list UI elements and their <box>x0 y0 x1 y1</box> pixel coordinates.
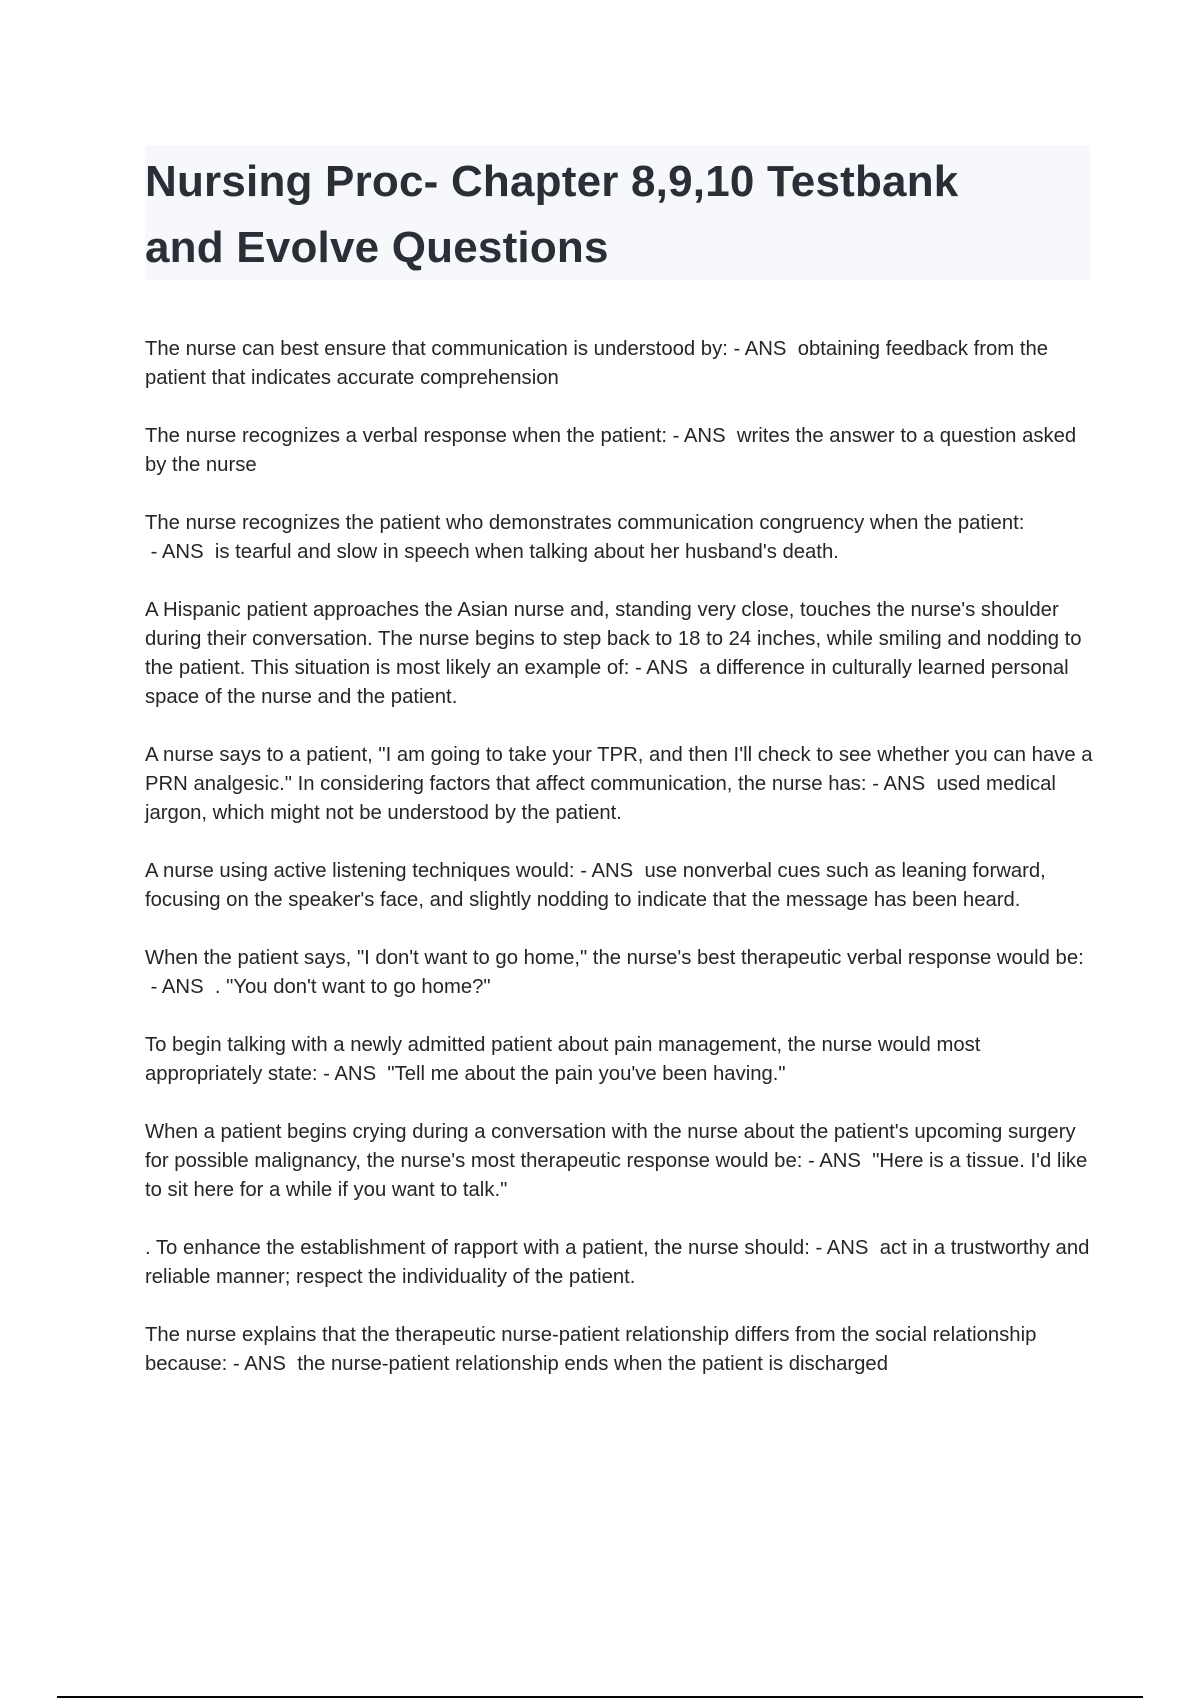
answer-text: used medical jargon, which might not be understood by the patient. <box>145 773 1056 824</box>
question-text: A nurse says to a patient, "I am going to take your TPR, and then I'll check to see whether you can have a PRN analgesic." In considering factors that affect communication, the nurse has: <box>145 744 1093 795</box>
question-text: The nurse recognizes a verbal response when the patient: <box>145 425 667 447</box>
qa-item-2 <box>145 422 1095 480</box>
answer-text: writes the answer to a question asked by the nurse <box>145 425 1077 476</box>
ans-marker: - ANS <box>629 657 700 679</box>
question-text: When the patient says, "I don't want to go home," the nurse's best therapeutic verbal response would be: <box>145 947 1084 969</box>
ans-marker: - ANS <box>145 976 215 998</box>
ans-marker: - ANS <box>866 773 937 795</box>
question-text: A nurse using active listening techniques would: <box>145 860 575 882</box>
qa-item-8 <box>145 1031 1095 1089</box>
footer-divider <box>57 1696 1143 1698</box>
qa-list <box>145 335 1095 1408</box>
ans-marker: - ANS <box>317 1063 388 1085</box>
ans-marker: - ANS <box>667 425 737 447</box>
page-title-line-1: Nursing Proc- Chapter 8,9,10 Testbank <box>145 157 959 206</box>
question-text: To begin talking with a newly admitted patient about pain management, the nurse would most appropriately state: <box>145 1034 981 1085</box>
answer-text: "Tell me about the pain you've been having." <box>387 1063 786 1085</box>
answer-text: use nonverbal cues such as leaning forward, focusing on the speaker's face, and slightly nodding to indicate that the message has been heard. <box>145 860 1046 911</box>
qa-item-7 <box>145 944 1095 1002</box>
ans-marker: - ANS <box>809 1237 880 1259</box>
qa-item-5 <box>145 741 1095 828</box>
ans-marker: - ANS <box>574 860 645 882</box>
ans-marker: - ANS <box>802 1150 873 1172</box>
answer-text: act in a trustworthy and reliable manner; respect the individuality of the patient. <box>145 1237 1090 1288</box>
question-text: A Hispanic patient approaches the Asian nurse and, standing very close, touches the nurse's shoulder during their conversation. The nurse begins to step back to 18 to 24 inches, while smiling and nodding to the patient. This situation is most likely an example of: <box>145 599 1082 679</box>
qa-item-9 <box>145 1118 1095 1205</box>
qa-item-10 <box>145 1234 1095 1292</box>
ans-marker: - ANS <box>227 1353 298 1375</box>
question-text: . To enhance the establishment of rapport with a patient, the nurse should: <box>145 1237 810 1259</box>
answer-text: "Here is a tissue. I'd like to sit here for a while if you want to talk." <box>145 1150 1088 1201</box>
ans-marker: - ANS <box>145 541 215 563</box>
page-title-line-2: and Evolve Questions <box>145 223 609 272</box>
answer-text: is tearful and slow in speech when talking about her husband's death. <box>214 541 839 563</box>
answer-text: obtaining feedback from the patient that indicates accurate comprehension <box>145 338 1049 389</box>
answer-text: . "You don't want to go home?" <box>214 976 491 998</box>
qa-item-11 <box>145 1321 1095 1379</box>
answer-text: the nurse-patient relationship ends when the patient is discharged <box>297 1353 888 1375</box>
answer-text: a difference in culturally learned personal space of the nurse and the patient. <box>145 657 1069 708</box>
qa-item-4 <box>145 596 1095 712</box>
qa-item-6 <box>145 857 1095 915</box>
title-block <box>145 145 1090 280</box>
question-text: The nurse recognizes the patient who demonstrates communication congruency when the patient: <box>145 512 1025 534</box>
question-text: The nurse explains that the therapeutic nurse-patient relationship differs from the social relationship because: <box>145 1324 1037 1375</box>
question-text: The nurse can best ensure that communication is understood by: <box>145 338 728 360</box>
qa-item-1 <box>145 335 1095 393</box>
question-text: When a patient begins crying during a conversation with the nurse about the patient's upcoming surgery for possible malignancy, the nurse's most therapeutic response would be: <box>145 1121 1076 1172</box>
ans-marker: - ANS <box>727 338 798 360</box>
page-title <box>145 149 1090 281</box>
qa-item-3 <box>145 509 1095 567</box>
